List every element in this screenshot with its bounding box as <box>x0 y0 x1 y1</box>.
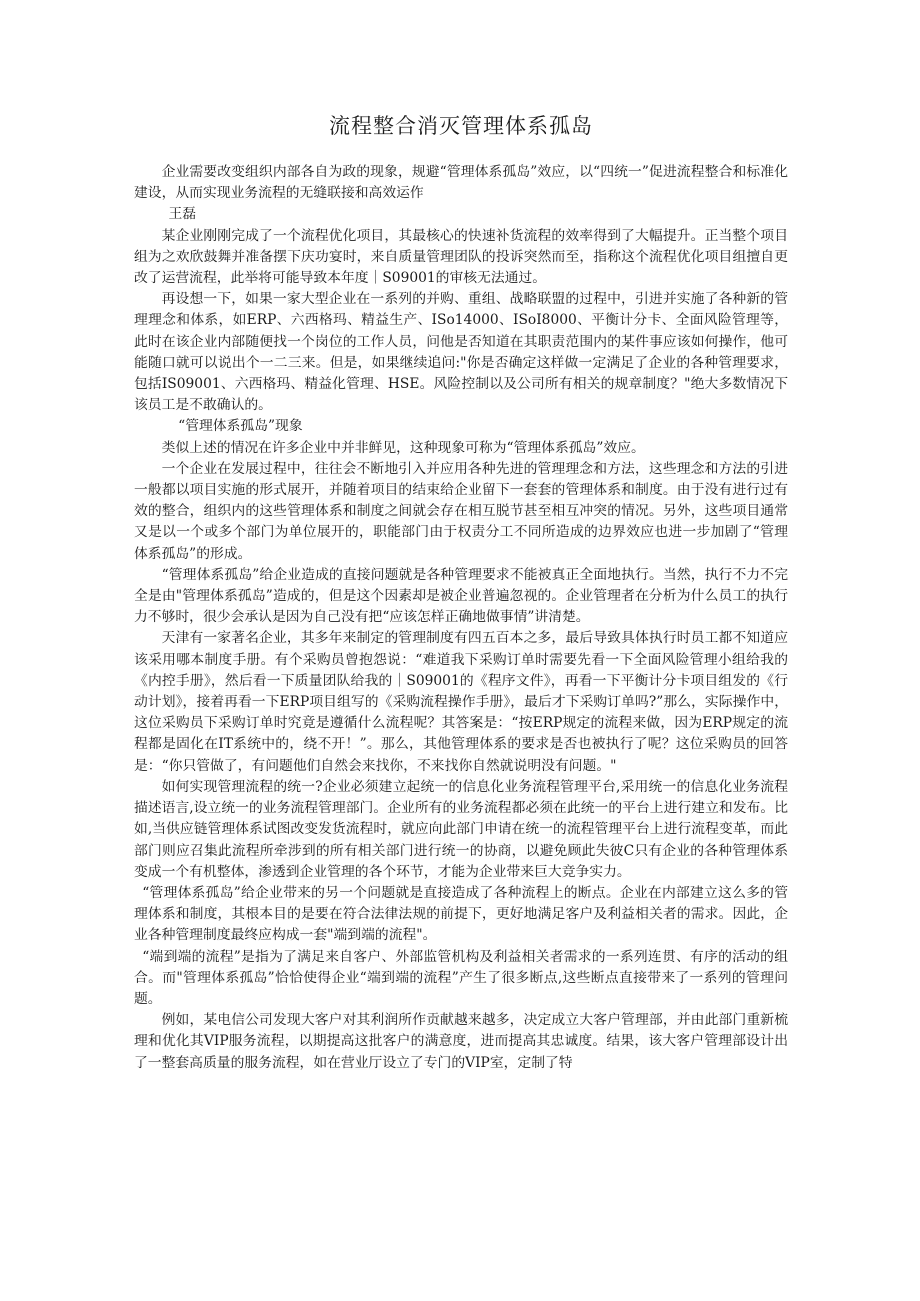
document-title: 流程整合消灭管理体系孤岛 <box>329 114 593 138</box>
paragraph: 例如，某电信公司发现大客户对其利润所作贡献越来越多，决定成立大客户管理部，并由此部门重新梳理和优化其VIP服务流程，以期提高这批客户的满意度，进而提高其忠诚度。结果，该大客户管理部设计出了一整套高质量的服务流程，如在营业厅设立了专门的VIP室，定制了特 <box>134 1012 788 1071</box>
document-page <box>134 112 788 1074</box>
paragraph: 某企业刚刚完成了一个流程优化项目，其最核心的快速补货流程的效率得到了大幅提升。正当整个项目组为之欢欣鼓舞并准备摆下庆功宴时，来自质量管理团队的投诉突然而至，指称这个流程优化项目组擅自更改了运营流程，此举将可能导致本年度｜S09001的审核无法通过。 <box>134 227 788 287</box>
paragraph: 如何实现管理流程的统一?企业必须建立起统一的信息化业务流程管理平台,采用统一的信息化业务流程描述语言,设立统一的业务流程管理部门。企业所有的业务流程都必须在此统一的平台上进行建立和发布。比如,当供应链管理体系试图改变发货流程时，就应向此部门申请在统一的流程管理平台上进行流程变革，而此部门则应召集此流程所牵涉到的所有相关部门进行统一的协商，以避免顾此失彼C只有企业的各种管理体系变成一个有机整体，渗透到企业管理的各个环节，才能为企业带来巨大竞争实力。 <box>134 778 788 880</box>
document-subtitle: 企业需要改变组织内部各自为政的现象，规避“管理体系孤岛”效应，以“四统一”促进流程整合和标准化建设，从而实现业务流程的无缝联接和高效运作 <box>134 164 788 202</box>
author-name: 王磊 <box>168 206 197 223</box>
paragraph: “管理体系孤岛”给企业造成的直接问题就是各种管理要求不能被真正全面地执行。当然，执行不力不完全是由"管理体系孤岛”造成的，但是这个因素却是被企业普遍忽视的。企业管理者在分析为什么员工的执行力不够时，很少会承认是因为自己没有把“应该怎样正确地做事情”讲清楚。 <box>134 566 788 626</box>
paragraph: “端到端的流程”是指为了满足来自客户、外部监管机构及利益相关者需求的一系列连贯、有序的活动的组合。而"管理体系孤岛”恰恰使得企业“端到端的流程”产生了很多断点,这些断点直接带来了一系列的管理问题。 <box>134 948 788 1007</box>
paragraph: 一个企业在发展过程中，往往会不断地引入并应用各种先进的管理理念和方法，这些理念和方法的引进一般都以项目实施的形式展开，并随着项目的结束给企业留下一套套的管理体系和制度。由于没有进行过有效的整合，组织内的这些管理体系和制度之间就会存在相互脱节甚至相互冲突的情况。另外，这些项目通常又是以一个或多个部门为单位展开的，职能部门由于权责分工不同所造成的边界效应也进一步加剧了“管理体系孤岛”的形成。 <box>134 460 788 562</box>
paragraph: 类似上述的情况在许多企业中并非鲜见，这种现象可称为“管理体系孤岛”效应。 <box>161 439 645 456</box>
section-heading: “管理体系孤岛”现象 <box>178 418 303 435</box>
paragraph: 天津有一家著名企业，其多年来制定的管理制度有四五百本之多，最后导致具体执行时员工都不知道应该采用哪本制度手册。有个采购员曾抱怨说：“难道我下采购订单时需要先看一下全面风险管理小组给我的《内控手册》，然后看一下质量团队给我的｜S09001的《程序文件》，再看一下平衡计分卡项目组发的《行动计划》，接着再看一下ERP项目组写的《采购流程操作手册》，最后才下采购订单吗?”那么，实际操作中，这位采购员下采购订单时究竟是遵循什么流程呢？其答案是：“按ERP规定的流程来做，因为ERP规定的流程都是固化在IT系统中的，绕不开！”。那么，其他管理体系的要求是否也被执行了呢？这位采购员的回答是：“你只管做了，有问题他们自然会来找你，不来找你自然就说明没有问题。" <box>134 630 788 774</box>
paragraph: “管理体系孤岛”给企业带来的另一个问题就是直接造成了各种流程上的断点。企业在内部建立这么多的管理体系和制度，其根本目的是要在符合法律法规的前提下，更好地满足客户及利益相关者的需求。因此，企业各种管理制度最终应构成一套"端到端的流程"。 <box>134 884 788 944</box>
paragraph: 再设想一下，如果一家大型企业在一系列的并购、重组、战略联盟的过程中，引进并实施了各种新的管理理念和体系，如ERP、六西格玛、精益生产、ISo14000、ISoI8000、平衡计分卡、全面风险管理等，此时在该企业内部随便找一个岗位的工作人员，问他是否知道在其职责范围内的某件事应该如何操作，他可能随口就可以说出个一二三来。但是，如果继续追问:"你是否确定这样做一定满足了企业的各种管理要求，包括IS09001、六西格玛、精益化管理、HSE。风险控制以及公司所有相关的规章制度？"绝大多数情况下该员工是不敢确认的。 <box>134 291 788 414</box>
